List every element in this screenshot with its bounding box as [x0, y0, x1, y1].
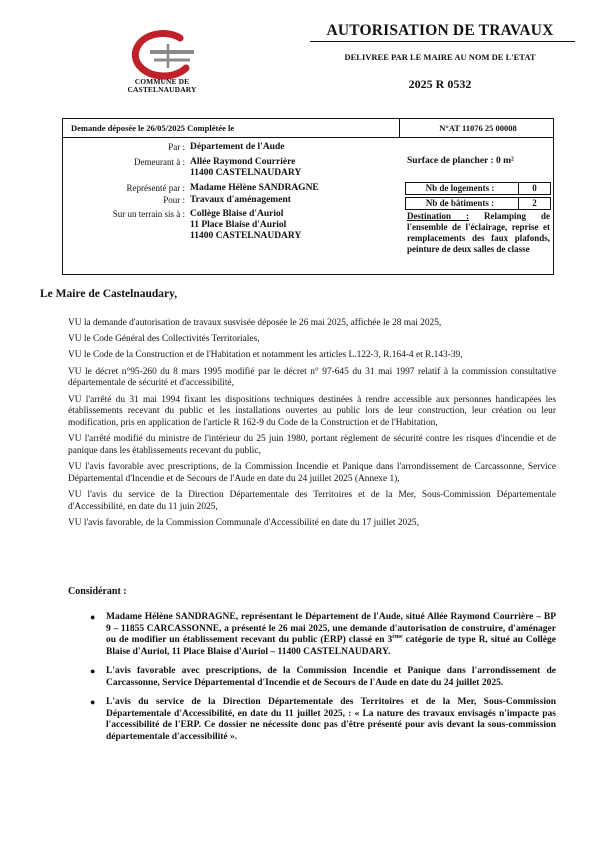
terrain-line2: 11 Place Blaise d'Auriol [190, 220, 287, 230]
batiments-label: Nb de bâtiments : [425, 198, 495, 208]
application-info-box [62, 118, 554, 275]
vu-item: VU l'avis du service de la Direction Départementale des Territoires et de la Mer, Sous-Commission Départementale d'Accessibilité, en date du 11 juin 2025, [68, 489, 556, 512]
surface-plancher: Surface de plancher : 0 m² [407, 156, 514, 166]
commune-name [112, 78, 212, 94]
terrain-line3: 11400 CASTELNAUDARY [190, 231, 302, 241]
demande-date: Demande déposée le 26/05/2025 Complétée le [71, 123, 235, 133]
par-value: Département de l'Aude [190, 142, 285, 152]
vu-item: VU l'avis favorable avec prescriptions, de la Commission Incendie et Panique dans l'arrondissement de Carcassonne, Service Départemental d'Incendie et de Secours de l'Aude en date du 24 juillet 2025 (Annexe 1), [68, 462, 556, 484]
title-underline [310, 41, 575, 42]
header-divider [399, 119, 400, 137]
destination-text: Relamping de l'ensemble de l'éclairage, reprise et remplacements des faux plafonds, peinture de deux salles de classe [407, 211, 550, 254]
considerant-item: ● Madame Hélène SANDRAGNE, représentant le Département de l'Aude, situé Allée Raymond Courrière – BP 9 – 11855 CARCASSONNE, a présenté le 26 mai 2025, une demande d'autorisation de construire, d'aménager ou de modifier un établissement recevant du public (ERP) classé en 3ème catégorie de type R, situé au Collège Blaise d'Auriol, 11 Place Blaise d'Auriol – 11400 CASTELNAUDARY. [90, 612, 556, 657]
maire-heading: Le Maire de Castelnaudary, [40, 288, 178, 300]
vu-list [68, 318, 556, 534]
vu-item: VU le Code Général des Collectivités Territoriales, [68, 334, 260, 345]
batiments-cell [405, 197, 551, 210]
vu-item: VU le Code de la Construction et de l'Habitation et notamment les articles L.122-3, R.164-4 et R.143-39, [68, 350, 463, 361]
terrain-label: Sur un terrain sis à : [112, 209, 185, 219]
par-label: Par : [168, 142, 185, 152]
vu-item: VU le décret n°95-260 du 8 mars 1995 modifié par le décret n° 97-645 du 31 mai 1997 relatif à la commission consultative départementale de sécurité et d'accessibilité, [68, 366, 556, 389]
terrain-line1: Collège Blaise d'Auriol [190, 209, 284, 219]
bullet-icon: ● [90, 666, 96, 676]
destination-label: Destination : [407, 211, 469, 221]
demeurant-label: Demeurant à : [134, 157, 185, 167]
document-subtitle: DELIVREE PAR LE MAIRE AU NOM DE L'ETAT [344, 52, 536, 62]
pour-label: Pour : [163, 195, 185, 205]
demeurant-line1: Allée Raymond Courrière [190, 157, 296, 167]
logements-label: Nb de logements : [425, 183, 495, 193]
terrain-value [190, 209, 301, 242]
logements-cell [405, 182, 551, 195]
bullet-icon: ● [90, 612, 96, 622]
represente-value: Madame Hélène SANDRAGNE [190, 183, 319, 193]
bullet-icon: ● [90, 697, 96, 707]
document-title: AUTORISATION DE TRAVAUX [326, 22, 554, 39]
vu-item: VU l'arrêté du 31 mai 1994 fixant les dispositions techniques destinées à rendre accessible aux personnes handicapées les établissements recevant du public et les installations ouvertes au public lors de leur construction, leur création ou leur modification, pris en application de l'article R 162-9 du Code de la Construction et de l'Habitation, [68, 394, 556, 428]
represente-label: Représenté par : [126, 183, 185, 193]
demeurant-value [190, 157, 301, 179]
castelnaudary-emblem-icon [128, 30, 200, 80]
at-number: N°AT 11076 25 00008 [439, 123, 517, 133]
considerant-item: ● L'avis du service de la Direction Départementale des Territoires et de la Mer, Sous-Commission Départementale d'Accessibilité, en date du 11 juillet 2025, : « La nature des travaux envisagés n'impacte pas l'accessibilité de l'ERP. Ce dossier ne nécessite donc pas d'être présenté pour avis devant la sous-commission départementale d'accessibilité ». [90, 697, 556, 742]
reference-number: 2025 R 0532 [408, 77, 472, 91]
vu-item: VU la demande d'autorisation de travaux susvisée déposée le 26 mai 2025, affichée le 28 mai 2025, [68, 318, 442, 328]
vu-item: VU l'avis favorable, de la Commission Communale d'Accessibilité en date du 17 juillet 2025, [68, 517, 419, 528]
vu-item: VU l'arrêté modifié du ministre de l'intérieur du 25 juin 1980, portant règlement de sécurité contre les risques d'incendie et de panique dans les établissements recevant du public, [68, 434, 556, 456]
commune-name-line1: COMMUNE DE [134, 77, 190, 86]
info-box-header-row [63, 119, 553, 138]
considerant-item: ● L'avis favorable avec prescriptions, de la Commission Incendie et Panique dans l'arrondissement de Carcassonne, Service Départemental d'Incendie et de Secours de l'Aude en date du 24 juillet 2025. [90, 666, 556, 688]
destination [407, 211, 550, 255]
considerant-heading: Considérant : [68, 586, 127, 597]
considerant-list [90, 612, 556, 751]
commune-name-line2: CASTELNAUDARY [127, 85, 197, 94]
demeurant-line2: 11400 CASTELNAUDARY [190, 168, 302, 178]
pour-value: Travaux d'aménagement [190, 195, 291, 205]
logements-value: 0 [532, 183, 537, 193]
batiments-value: 2 [532, 198, 537, 208]
